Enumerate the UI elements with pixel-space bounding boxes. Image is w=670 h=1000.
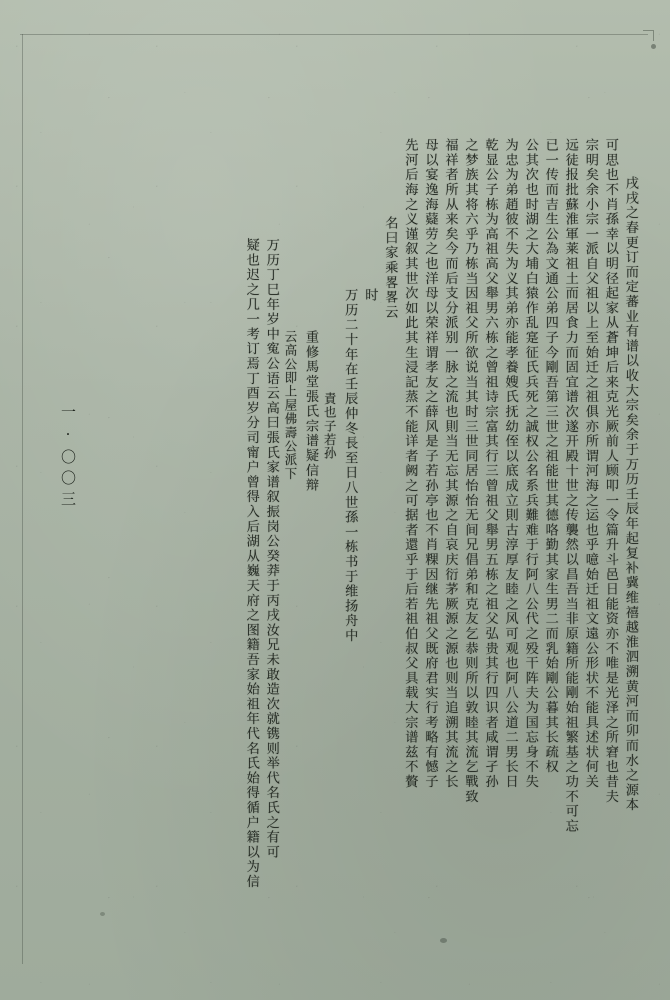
text-column: 先河后海之义谨叙其世次如此其生浸記蒸不能详者阙之可据者還乎于后若祖伯叔父具载大宗谱兹不贅 <box>402 138 418 790</box>
page-edge-left <box>22 34 23 964</box>
text-column: 公其次也时湖之大埔白猿作乱寔征氏兵死之誠权公名系兵難难于行阿八公代之殁干阵夫为国忘身不失 <box>522 138 538 790</box>
text-column-note: 責也子若孙 <box>322 392 338 461</box>
corner-registration-mark <box>643 30 654 41</box>
text-column-colophon: 万历二十年在壬辰仲冬長至日八世孫一栋书于维扬舟中 <box>342 288 358 644</box>
text-column: 乾显公子栋为高祖高父舉男六栋之曾祖诗宗富其行三曾祖父舉男五栋之祖父弘贵其行四识者咸谓孑孙 <box>482 138 498 790</box>
text-column: 为忠为弟趙彼不失为义其弟亦能孝養嫂氏抚幼侄以底成立則古淳厚友睦之风可观也阿八公道二男长日 <box>502 138 518 790</box>
text-column-subnote: 云高公即上屋佛壽公派下 <box>282 330 298 481</box>
vertical-text-body <box>30 120 640 910</box>
page-number: 一·〇〇三 <box>59 404 77 512</box>
text-column-heading: 重修馬堂張氏宗谱疑信辩 <box>303 330 318 493</box>
text-column: 疑也迟之几一考订焉丁酉岁分司甯户曾得入后湖从巍天府之图籍吾家始祖年代名氏始得循户籍以为信 <box>243 238 259 890</box>
text-column: 可思也不肖孫幸以明径起家从蒼坤后来克光厥前人顾叩一令篇升斗邑日能资亦不唯是光泽之所窘也昔夫 <box>602 138 618 804</box>
text-column: 万历丁巳年岁中寃公语云高曰張氏家谱叙振岗公癸莽于丙戌汝兄未敢造次就镌则举代名氏之有可 <box>263 238 279 860</box>
text-column: 母以宴逸海薿劳之也洋母以荣祥谓孝友之薛风是子若孙亭也不肖粿因继先祖父既府君实行考略有憾子 <box>422 138 438 790</box>
scan-dot-mark <box>651 44 656 49</box>
page-edge-top <box>20 34 648 35</box>
text-column: 戌戌之春更订而定蕃业有谱以收大宗矣余于万历壬辰年起复补冀维禧越淮泗溯黄河而卯而水之源本 <box>622 176 638 813</box>
text-column: 远徒报批蘇淮軍莱祖土而居食力而固宜谱次遂开殿十世之传襲然以昌吾当非原籍所能剛始祖繁基之功不可忘 <box>562 138 578 834</box>
text-column: 宗明矣余小宗一派自父祖以上至始迁之祖俱亦所谓河海之运也乎噫始迁祖文遠公形状不能具述状何关 <box>582 138 598 790</box>
text-column: 之梦族其将六乎乃栋当因祖父所欲说当其时三世同居怡怡无间兄倡弟和克友乞恭则所以敦睦其流乞戰致 <box>462 138 478 804</box>
ink-blot <box>100 912 105 916</box>
text-column-marker: 时 <box>362 288 378 303</box>
ink-blot <box>440 938 447 943</box>
text-column: 已一传而吉生公為文通公弟四子今剛吾第三世之祖能世其德咯勤其家生男二而乳始剛公暮其长疏权 <box>542 138 558 775</box>
text-column-title: 名曰家乘畧畧云 <box>382 216 398 320</box>
text-column: 福祥者所从来矣今而后支分派别一脉之流也則当无忘其源之自哀庆衍茅厥源之源也则当追溯其流之长 <box>442 138 458 790</box>
